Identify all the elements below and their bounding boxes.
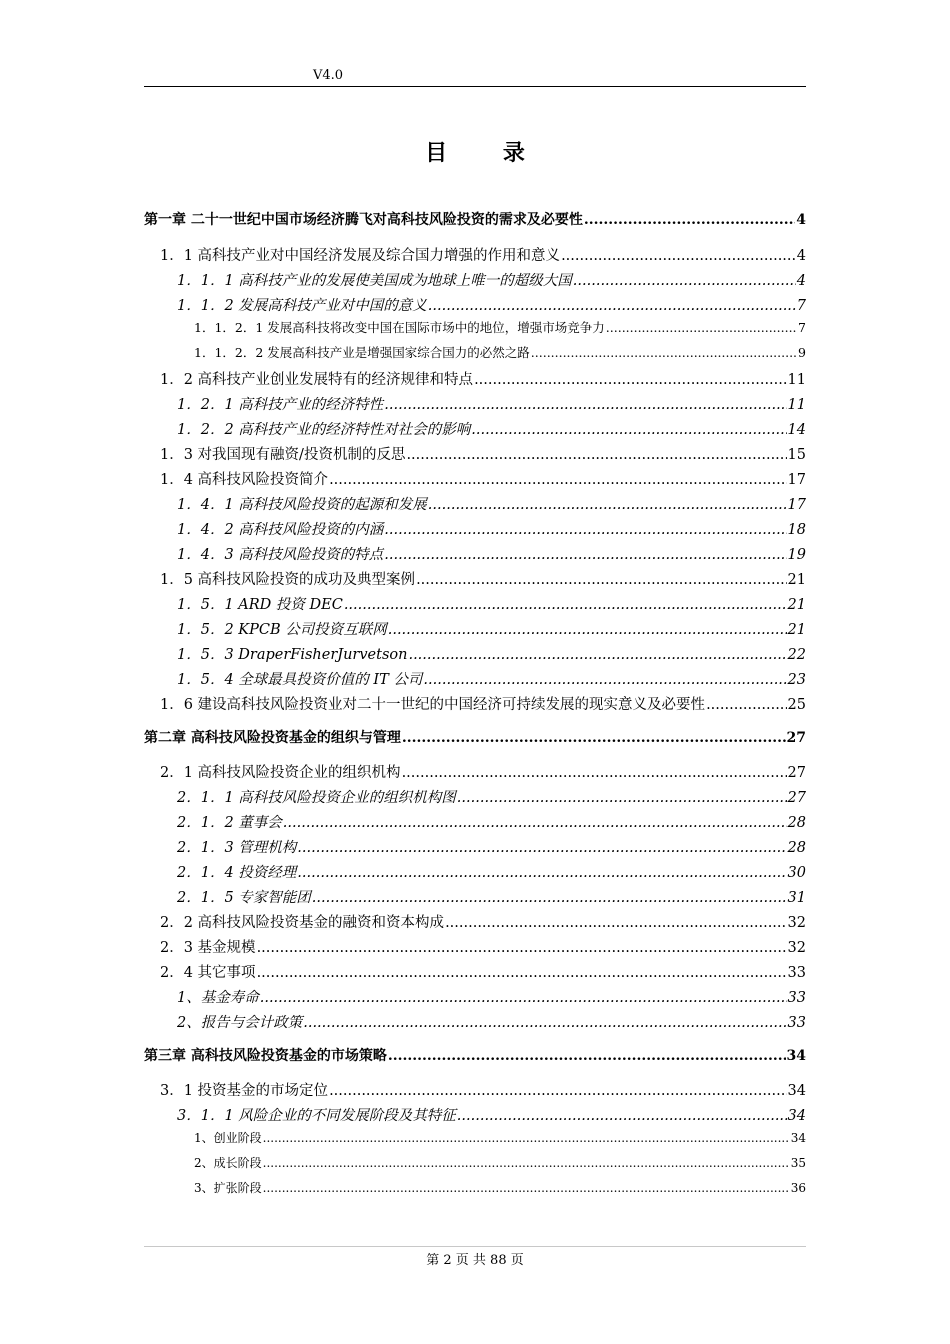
toc-entry-title: 1．1 高科技产业对中国经济发展及综合国力增强的作用和意义 xyxy=(160,248,561,264)
toc-entry[interactable] xyxy=(194,1154,806,1171)
toc-entry[interactable] xyxy=(160,244,806,265)
toc-entry[interactable] xyxy=(177,861,806,882)
toc-dot-leader xyxy=(445,915,786,931)
toc-entry-page: 32 xyxy=(787,915,806,931)
toc-entry-title: 2．1．5 专家智能团 xyxy=(177,890,311,906)
toc-entry[interactable] xyxy=(177,393,806,414)
toc-entry-page: 21 xyxy=(787,622,806,638)
toc-entry[interactable] xyxy=(160,468,806,489)
toc-entry[interactable] xyxy=(177,811,806,832)
toc-entry-title: 1．4．3 高科技风险投资的特点 xyxy=(177,547,384,563)
toc-entry-page: 28 xyxy=(787,815,806,831)
toc-entry-page: 14 xyxy=(787,422,806,438)
toc-dot-leader xyxy=(257,940,787,956)
toc-entry[interactable] xyxy=(160,693,806,714)
toc-entry-title: 3、扩张阶段 xyxy=(194,1181,262,1195)
toc-entry[interactable] xyxy=(177,269,806,290)
toc-entry[interactable] xyxy=(160,936,806,957)
toc-entry-page: 22 xyxy=(787,647,806,663)
toc-dot-leader xyxy=(584,212,795,228)
toc-entry[interactable] xyxy=(160,443,806,464)
toc-dot-leader xyxy=(423,672,786,688)
toc-entry-title: 2、成长阶段 xyxy=(194,1156,262,1170)
toc-dot-leader xyxy=(457,790,787,806)
toc-entry-page: 17 xyxy=(787,472,806,488)
toc-entry-page: 35 xyxy=(790,1156,806,1170)
toc-entry[interactable] xyxy=(194,318,806,336)
toc-entry-page: 11 xyxy=(787,397,806,413)
toc-chapter-entry[interactable] xyxy=(144,1045,806,1065)
toc-entry-page: 21 xyxy=(787,572,806,588)
toc-entry-title: 第二章 高科技风险投资基金的组织与管理 xyxy=(144,730,401,746)
toc-entry-title: 1．5．1 ARD 投资 DEC xyxy=(177,597,343,613)
toc-entry[interactable] xyxy=(160,761,806,782)
toc-dot-leader xyxy=(263,1156,790,1170)
toc-entry-title: 1．5．3 DraperFisherJurvetson xyxy=(177,647,408,663)
toc-entry[interactable] xyxy=(177,1011,806,1032)
footer-divider xyxy=(144,1246,806,1247)
toc-dot-leader xyxy=(561,248,796,264)
toc-dot-leader xyxy=(406,447,786,463)
toc-dot-leader xyxy=(388,1048,786,1064)
toc-entry-title: 1、创业阶段 xyxy=(194,1131,262,1145)
toc-entry-page: 18 xyxy=(787,522,806,538)
toc-entry-page: 21 xyxy=(787,597,806,613)
toc-entry-title: 1．5．4 全球最具投资价值的 IT 公司 xyxy=(177,672,423,688)
toc-entry-title: 2．1．1 高科技风险投资企业的组织机构图 xyxy=(177,790,456,806)
toc-entry-title: 1．4 高科技风险投资简介 xyxy=(160,472,329,488)
toc-entry-title: 1．6 建设高科技风险投资业对二十一世纪的中国经济可持续发展的现实意义及必要性 xyxy=(160,697,706,713)
toc-entry[interactable] xyxy=(160,911,806,932)
toc-entry[interactable] xyxy=(177,543,806,564)
toc-entry-title: 2．2 高科技风险投资基金的融资和资本构成 xyxy=(160,915,445,931)
toc-entry[interactable] xyxy=(160,961,806,982)
toc-entry-title: 1．2．1 高科技产业的经济特性 xyxy=(177,397,384,413)
toc-dot-leader xyxy=(260,990,787,1006)
toc-dot-leader xyxy=(384,522,786,538)
toc-entry-page: 34 xyxy=(787,1108,806,1124)
toc-entry[interactable] xyxy=(177,593,806,614)
toc-dot-leader xyxy=(297,840,786,856)
toc-title: 目 录 xyxy=(425,140,549,166)
toc-entry-page: 7 xyxy=(798,320,806,335)
toc-entry[interactable] xyxy=(177,418,806,439)
toc-entry-title: 2．4 其它事项 xyxy=(160,965,256,981)
toc-entry-page: 19 xyxy=(787,547,806,563)
toc-dot-leader xyxy=(263,1131,790,1145)
toc-dot-leader xyxy=(531,345,797,360)
toc-entry-title: 1．1．2 发展高科技产业对中国的意义 xyxy=(177,298,427,314)
toc-entry[interactable] xyxy=(194,343,806,361)
toc-entry[interactable] xyxy=(177,886,806,907)
toc-entry-page: 4 xyxy=(796,212,806,228)
toc-dot-leader xyxy=(606,320,797,335)
toc-entry-page: 27 xyxy=(787,790,806,806)
toc-entry[interactable] xyxy=(160,1079,806,1100)
toc-entry[interactable] xyxy=(177,986,806,1007)
toc-dot-leader xyxy=(263,1181,790,1195)
toc-entry[interactable] xyxy=(177,668,806,689)
toc-dot-leader xyxy=(408,647,786,663)
toc-dot-leader xyxy=(384,547,786,563)
toc-dot-leader xyxy=(474,372,786,388)
toc-entry-title: 2．1．3 管理机构 xyxy=(177,840,297,856)
toc-dot-leader xyxy=(329,1083,786,1099)
toc-dot-leader xyxy=(303,1015,786,1031)
toc-dot-leader xyxy=(416,572,786,588)
toc-entry-title: 3．1．1 风险企业的不同发展阶段及其特征 xyxy=(177,1108,456,1124)
toc-entry[interactable] xyxy=(160,568,806,589)
toc-entry[interactable] xyxy=(177,1104,806,1125)
toc-dot-leader xyxy=(573,273,796,289)
toc-entry-title: 1．1．2．1 发展高科技将改变中国在国际市场中的地位，增强市场竞争力 xyxy=(194,320,605,335)
toc-entry-title: 1．4．2 高科技风险投资的内涵 xyxy=(177,522,384,538)
toc-dot-leader xyxy=(402,765,787,781)
toc-chapter-entry[interactable] xyxy=(144,727,806,747)
toc-entry-title: 1．3 对我国现有融资/投资机制的反思 xyxy=(160,447,406,463)
toc-dot-leader xyxy=(329,472,786,488)
toc-entry-title: 2、报告与会计政策 xyxy=(177,1015,303,1031)
toc-entry-page: 31 xyxy=(787,890,806,906)
toc-entry-page: 33 xyxy=(787,990,806,1006)
toc-entry[interactable] xyxy=(194,1129,806,1146)
toc-entry-title: 第一章 二十一世纪中国市场经济腾飞对高科技风险投资的需求及必要性 xyxy=(144,212,583,228)
toc-entry-page: 4 xyxy=(796,248,806,264)
toc-entry-title: 1．2 高科技产业创业发展特有的经济规律和特点 xyxy=(160,372,474,388)
header-version: V4.0 xyxy=(313,68,344,83)
toc-dot-leader xyxy=(402,730,786,746)
toc-dot-leader xyxy=(384,397,786,413)
toc-dot-leader xyxy=(297,865,786,881)
toc-entry[interactable] xyxy=(177,786,806,807)
toc-dot-leader xyxy=(428,298,796,314)
toc-entry[interactable] xyxy=(177,518,806,539)
toc-entry[interactable] xyxy=(177,618,806,639)
toc-entry-title: 1．5．2 KPCB 公司投资互联网 xyxy=(177,622,387,638)
toc-entry-title: 2．1 高科技风险投资企业的组织机构 xyxy=(160,765,401,781)
toc-entry-title: 3．1 投资基金的市场定位 xyxy=(160,1083,329,1099)
toc-entry-page: 17 xyxy=(787,497,806,513)
toc-entry-page: 34 xyxy=(787,1083,806,1099)
toc-entry-title: 第三章 高科技风险投资基金的市场策略 xyxy=(144,1048,387,1064)
toc-entry-page: 27 xyxy=(787,765,806,781)
toc-chapter-entry[interactable] xyxy=(144,209,806,229)
toc-entry[interactable] xyxy=(177,643,806,664)
toc-dot-leader xyxy=(388,622,787,638)
toc-entry-title: 1、基金寿命 xyxy=(177,990,259,1006)
toc-entry-title: 2．3 基金规模 xyxy=(160,940,256,956)
toc-dot-leader xyxy=(312,890,787,906)
toc-entry-title: 1．4．1 高科技风险投资的起源和发展 xyxy=(177,497,427,513)
toc-entry-page: 15 xyxy=(787,447,806,463)
toc-entry-page: 28 xyxy=(787,840,806,856)
toc-dot-leader xyxy=(428,497,787,513)
toc-entry-page: 30 xyxy=(787,865,806,881)
toc-entry-title: 1．1．1 高科技产业的发展使美国成为地球上唯一的超级大国 xyxy=(177,273,572,289)
toc-dot-leader xyxy=(706,697,786,713)
toc-dot-leader xyxy=(283,815,787,831)
toc-entry-page: 7 xyxy=(796,298,806,314)
toc-dot-leader xyxy=(344,597,787,613)
header-divider xyxy=(144,86,806,87)
page-footer: 第 2 页 共 88 页 xyxy=(426,1253,524,1268)
toc-entry-title: 1．5 高科技风险投资的成功及典型案例 xyxy=(160,572,416,588)
toc-entry-page: 9 xyxy=(798,345,806,360)
toc-entry-page: 36 xyxy=(790,1181,806,1195)
toc-entry-page: 23 xyxy=(787,672,806,688)
toc-entry-title: 1．2．2 高科技产业的经济特性对社会的影响 xyxy=(177,422,471,438)
toc-entry-page: 27 xyxy=(786,730,806,746)
toc-entry-page: 32 xyxy=(787,940,806,956)
toc-entry-page: 33 xyxy=(787,1015,806,1031)
toc-entry-title: 2．1．4 投资经理 xyxy=(177,865,297,881)
toc-dot-leader xyxy=(471,422,786,438)
toc-dot-leader xyxy=(457,1108,787,1124)
toc-entry[interactable] xyxy=(177,493,806,514)
toc-entry-title: 1．1．2．2 发展高科技产业是增强国家综合国力的必然之路 xyxy=(194,345,530,360)
toc-dot-leader xyxy=(257,965,787,981)
toc-entry-title: 2．1．2 董事会 xyxy=(177,815,282,831)
toc-entry-page: 11 xyxy=(787,372,806,388)
toc-entry-page: 4 xyxy=(796,273,806,289)
toc-entry[interactable] xyxy=(177,836,806,857)
toc-entry[interactable] xyxy=(194,1179,806,1196)
toc-entry[interactable] xyxy=(177,294,806,315)
toc-entry-page: 34 xyxy=(790,1131,806,1145)
toc-entry-page: 34 xyxy=(786,1048,806,1064)
toc-entry[interactable] xyxy=(160,368,806,389)
toc-entry-page: 33 xyxy=(787,965,806,981)
toc-entry-page: 25 xyxy=(787,697,806,713)
